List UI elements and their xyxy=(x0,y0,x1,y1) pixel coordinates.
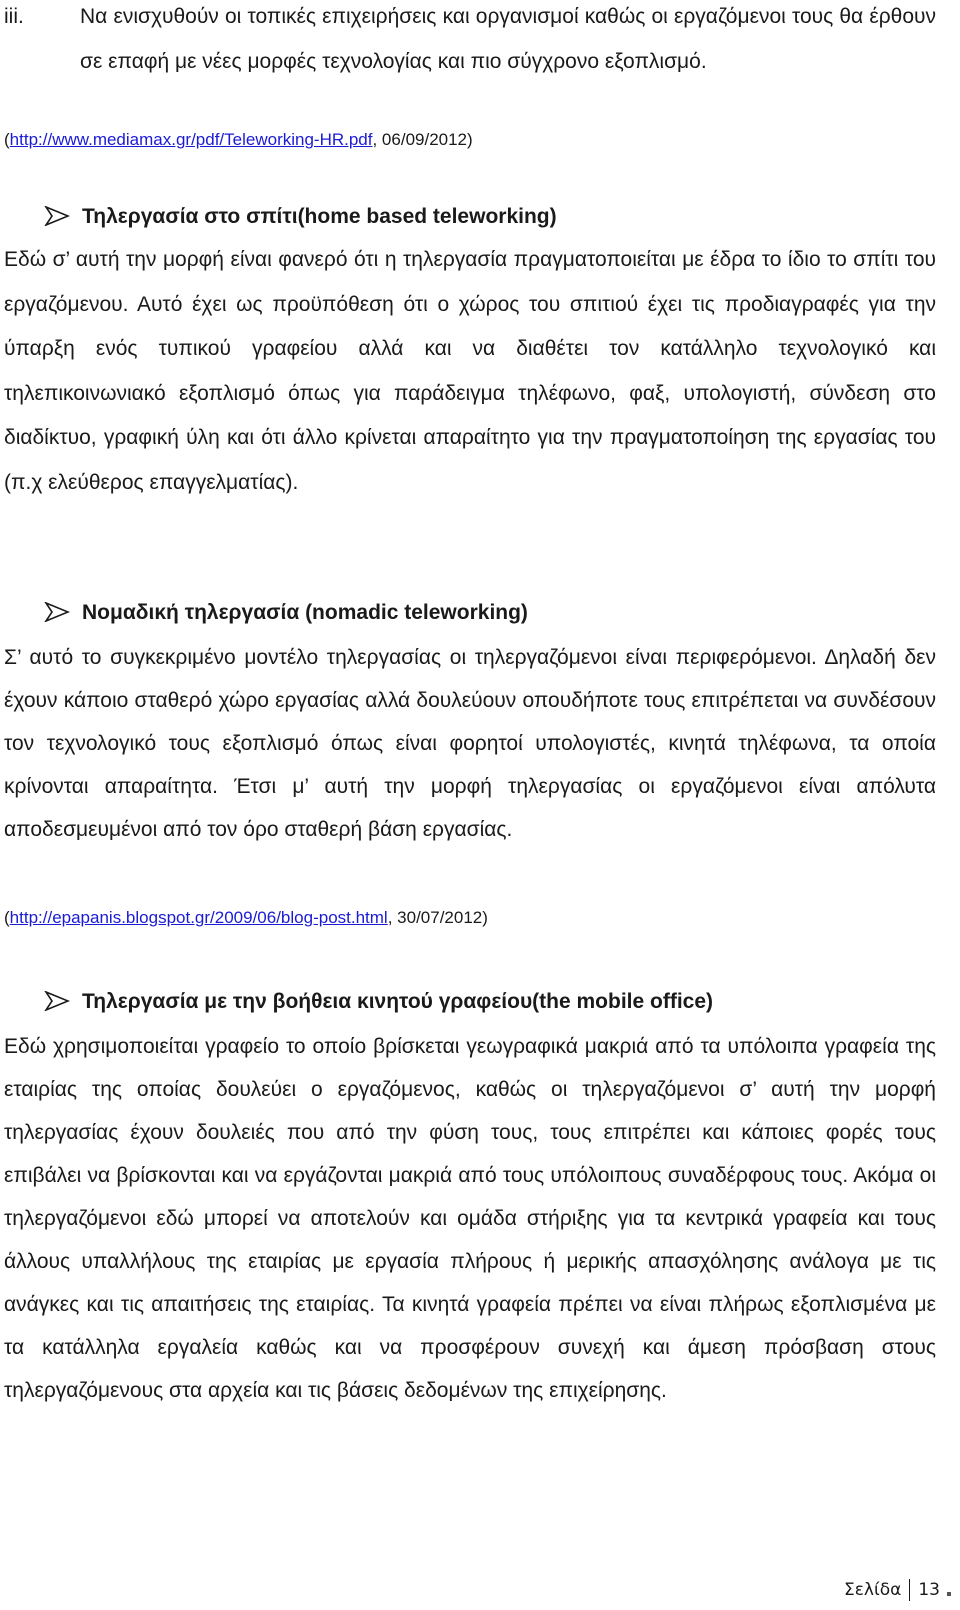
arrowhead-bullet-icon xyxy=(44,602,70,622)
list-marker: iii. xyxy=(4,5,24,28)
list-item-iii xyxy=(4,0,936,84)
section-heading-mobile: Τηλεργασία με την βοήθεια κινητού γραφείου(the mobile office) xyxy=(44,987,713,1017)
paragraph-nomadic: Σ’ αυτό το συγκεκριμένο μοντέλο τηλεργασίας οι τηλεργαζόμενοι είναι περιφερόμενοι. Δηλαδή δεν έχουν κάποιο σταθερό χώρο εργασίας αλλά δουλεύουν οπουδήποτε τους επιτρέπεται να συνδέσουν τον τεχνολογικό τους εξοπλισμό όπως είναι φορητοί υπολογιστές, κινητά τηλέφωνα, τα οποία κρίνονται απαραίτητα. Έτσι μ’ αυτή την μορφή τηλεργασίας οι εργαζόμενοι είναι απόλυτα αποδεσμευμένοι από τον όρο σταθερή βάση εργασίας. xyxy=(4,646,936,841)
citation-2: (http://epapanis.blogspot.gr/2009/06/blog-post.html, 30/07/2012) xyxy=(4,908,488,927)
page-label: Σελίδα xyxy=(844,1580,902,1600)
citation-link-2[interactable]: http://epapanis.blogspot.gr/2009/06/blog-post.html xyxy=(9,908,388,927)
arrowhead-bullet-icon xyxy=(44,206,70,226)
page-number: 13 xyxy=(918,1580,940,1600)
paragraph-home: Εδώ σ’ αυτή την μορφή είναι φανερό ότι η τηλεργασία πραγματοποιείται με έδρα το ίδιο το σπίτι του εργαζόμενου. Αυτό έχει ως προϋπόθεση ότι ο χώρος του σπιτιού έχει τις προδιαγραφές για την ύπαρξη ενός τυπικού γραφείου αλλά και να διαθέτει τον κατάλληλο τεχνολογικό και τηλεπικοινωνιακό εξοπλισμό όπως για παράδειγμα τηλέφωνο, φαξ, υπολογιστή, σύνδεση στο διαδίκτυο, γραφική ύλη και ότι άλλο κρίνεται απαραίτητο για την πραγματοποίηση της εργασίας του (π.χ ελεύθερος επαγγελματίας). xyxy=(4,248,936,494)
citation-link-1[interactable]: http://www.mediamax.gr/pdf/Teleworking-HR.pdf xyxy=(9,130,373,149)
footer-divider xyxy=(909,1579,910,1601)
list-item-text: Να ενισχυθούν οι τοπικές επιχειρήσεις και οργανισμοί καθώς οι εργαζόμενοι τους θα έρθουν σε επαφή με νέες μορφές τεχνολογίας και πιο σύγχρονο εξοπλισμό. xyxy=(80,5,936,73)
section-heading-home: Τηλεργασία στο σπίτι(home based teleworking) xyxy=(44,202,557,232)
paragraph-mobile: Εδώ χρησιμοποιείται γραφείο το οποίο βρίσκεται γεωγραφικά μακριά από τα υπόλοιπα γραφεία της εταιρίας της οποίας δουλεύει ο εργαζόμενος, καθώς οι τηλεργαζόμενοι σ’ αυτή την μορφή τηλεργασίας έχουν δουλειές που από την φύση τους, τους επιτρέπει και κάποιες φορές τους επιβάλει να βρίσκονται και να εργάζονται μακριά από τους υπόλοιπους συναδέρφους τους. Ακόμα οι τηλεργαζόμενοι εδώ μπορεί να αποτελούν και ομάδα στήριξης για τα κεντρικά γραφεία και τους άλλους υπαλλήλους της εταιρίας με εργασία πλήρους ή μερικής απασχόλησης ανάλογα με τις ανάγκες και τις απαιτήσεις της εταιρίας. Τα κινητά γραφεία πρέπει να είναι πλήρως εξοπλισμένα με τα κατάλληλα εργαλεία καθώς και να προσφέρουν συνεχή και άμεση πρόσβαση στους τηλεργαζόμενους στα αρχεία και τις βάσεις δεδομένων της επιχείρησης. xyxy=(4,1035,936,1402)
arrowhead-bullet-icon xyxy=(44,991,70,1011)
section-heading-nomadic: Νομαδική τηλεργασία (nomadic teleworking) xyxy=(44,598,528,628)
citation-1: (http://www.mediamax.gr/pdf/Teleworking-HR.pdf, 06/09/2012) xyxy=(4,130,473,149)
page-footer xyxy=(844,1578,940,1602)
page-end-mark xyxy=(947,1592,951,1596)
